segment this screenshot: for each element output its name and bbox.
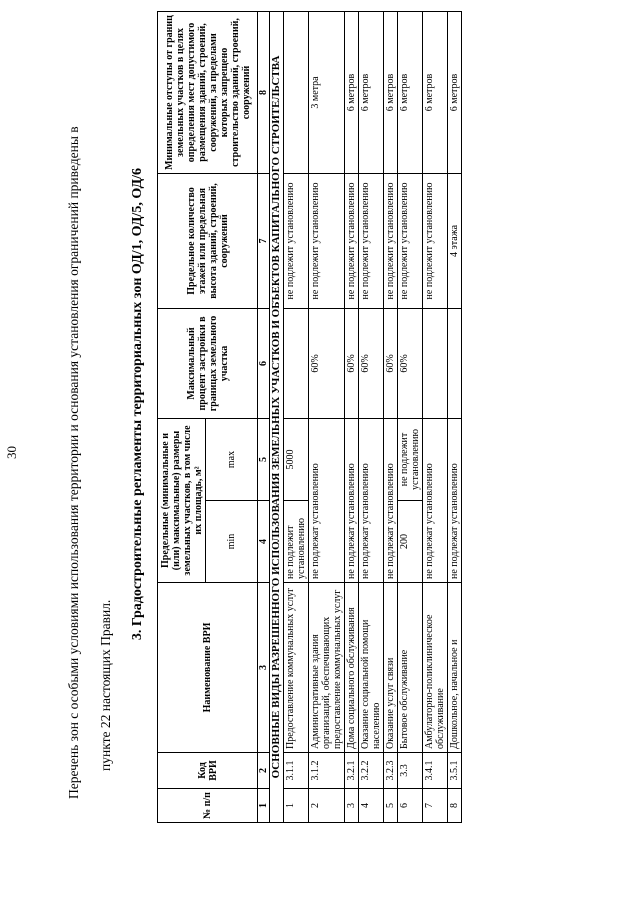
intro-line-2: пункте 22 настоящих Правил. — [98, 599, 113, 771]
row-percent: 60% — [398, 308, 423, 418]
col-number: 8 — [258, 11, 270, 173]
table-row — [284, 11, 309, 822]
row-max: не подлежит установлению — [398, 418, 423, 500]
regulations-table-wrapper — [157, 12, 462, 823]
row-name: Административные здания организаций, обеспечивающих предоставление коммунальных услуг — [309, 583, 345, 753]
col-number: 1 — [258, 789, 270, 823]
header-number: № п/п — [158, 789, 258, 823]
row-percent — [284, 308, 309, 418]
row-area: не подлежат установлению — [359, 418, 384, 582]
row-area: не подлежат установлению — [345, 418, 359, 582]
row-number: 8 — [448, 789, 462, 823]
header-setback: Минимальные отступы от границ земельных участков в целях определения мест допустимого размещения зданий, строений, сооружений, за пределами которых запрещено строительство зданий, строений, сооружений — [158, 11, 258, 173]
row-floors: не подлежит установлению — [384, 173, 398, 308]
row-setback: 3 метра — [309, 11, 345, 173]
row-number: 7 — [423, 789, 448, 823]
row-setback: 6 метров — [359, 11, 384, 173]
table-row — [345, 11, 359, 822]
row-code: 3.1.1 — [284, 753, 309, 789]
row-percent: 60% — [345, 308, 359, 418]
table-row — [448, 11, 462, 822]
column-numbers-row — [258, 11, 270, 822]
row-percent: 60% — [384, 308, 398, 418]
header-percent: Максимальный процент застройки в границах земельного участка — [158, 308, 258, 418]
row-floors: не подлежит установлению — [284, 173, 309, 308]
row-number: 3 — [345, 789, 359, 823]
row-area: не подлежат установлению — [309, 418, 345, 582]
row-number: 5 — [384, 789, 398, 823]
col-number: 5 — [258, 418, 270, 500]
row-floors: не подлежит установлению — [398, 173, 423, 308]
row-area: не подлежат установлению — [423, 418, 448, 582]
row-setback: 6 метров — [345, 11, 359, 173]
section-label: ОСНОВНЫЕ ВИДЫ РАЗРЕШЕННОГО ИСПОЛЬЗОВАНИЯ ЗЕМЕЛЬНЫХ УЧАСТКОВ И ОБЪЕКТОВ КАПИТАЛЬНОГО СТРОИТЕЛЬСТВА — [270, 11, 284, 822]
row-floors: не подлежит установлению — [359, 173, 384, 308]
col-number: 3 — [258, 583, 270, 753]
row-name: Оказание социальной помощи населению — [359, 583, 384, 753]
row-setback — [284, 11, 309, 173]
row-floors: не подлежит установлению — [423, 173, 448, 308]
row-number: 1 — [284, 789, 309, 823]
row-area: не подлежат установлению — [448, 418, 462, 582]
table-row — [359, 11, 384, 822]
row-code: 3.2.1 — [345, 753, 359, 789]
section-title: 3. Градостроительные регламенты территориальных зон ОД/1, ОД/5, ОД/6 — [130, 167, 145, 641]
row-name: Оказание услуг связи — [384, 583, 398, 753]
intro-paragraph — [58, 9, 122, 799]
header-floors: Предельное количество этажей или предельная высота зданий, строений, сооружений — [158, 173, 258, 308]
row-max: 5000 — [284, 418, 309, 500]
row-name: Бытовое обслуживание — [398, 583, 423, 753]
row-floors: не подлежит установлению — [309, 173, 345, 308]
regulations-table — [157, 11, 462, 823]
header-name: Наименование ВРИ — [158, 583, 258, 753]
row-percent — [423, 308, 448, 418]
row-name: Амбулаторно-поликлиническое обслуживание — [423, 583, 448, 753]
row-code: 3.3 — [398, 753, 423, 789]
row-percent — [448, 308, 462, 418]
row-percent: 60% — [359, 308, 384, 418]
header-code: Код ВРИ — [158, 753, 258, 789]
row-setback: 6 метров — [398, 11, 423, 173]
row-min: не подлежит установлению — [284, 501, 309, 583]
row-name: Дошкольное, начальное и — [448, 583, 462, 753]
row-floors: не подлежит установлению — [345, 173, 359, 308]
row-setback: 6 метров — [423, 11, 448, 173]
table-row — [384, 11, 398, 822]
row-number: 2 — [309, 789, 345, 823]
row-setback: 6 метров — [384, 11, 398, 173]
row-setback: 6 метров — [448, 11, 462, 173]
row-code: 3.4.1 — [423, 753, 448, 789]
header-min: min — [206, 501, 258, 583]
row-number: 6 — [398, 789, 423, 823]
col-number: 2 — [258, 753, 270, 789]
header-max: max — [206, 418, 258, 500]
row-name: Предоставление коммунальных услуг — [284, 583, 309, 753]
table-row — [423, 11, 448, 822]
row-code: 3.1.2 — [309, 753, 345, 789]
row-code: 3.5.1 — [448, 753, 462, 789]
col-number: 4 — [258, 501, 270, 583]
row-number: 4 — [359, 789, 384, 823]
page-number: 30 — [4, 446, 19, 459]
table-row — [309, 11, 345, 822]
header-area-group: Предельные (минимальные и (или) максимальные) размеры земельных участков, в том числе их площадь, м² — [158, 418, 206, 582]
row-min: 200 — [398, 501, 423, 583]
col-number: 7 — [258, 173, 270, 308]
row-code: 3.2.3 — [384, 753, 398, 789]
row-name: Дома социального обслуживания — [345, 583, 359, 753]
table-row — [398, 11, 423, 822]
row-percent: 60% — [309, 308, 345, 418]
col-number: 6 — [258, 308, 270, 418]
row-code: 3.2.2 — [359, 753, 384, 789]
row-floors: 4 этажа — [448, 173, 462, 308]
row-area: не подлежат установлению — [384, 418, 398, 582]
intro-line-1: Перечень зон с особыми условиями использования территории и основания установления ограничений приведены в — [66, 126, 81, 799]
